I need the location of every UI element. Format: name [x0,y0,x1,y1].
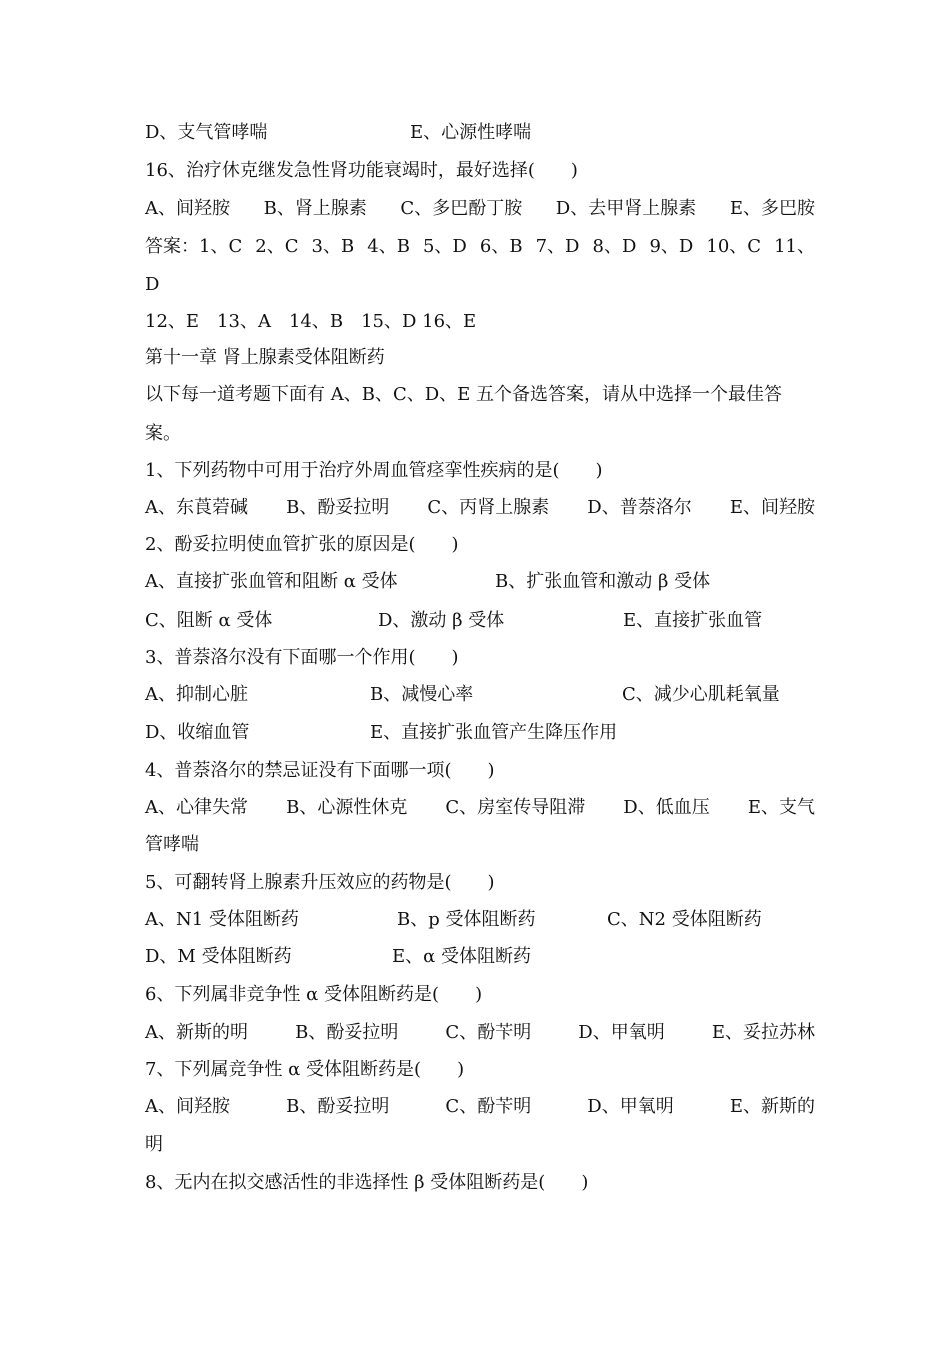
option-e-continued: 管哮喘 [145,834,199,855]
question-4 [145,756,815,786]
options-16 [145,194,815,224]
question-7 [145,1055,815,1085]
instructions-wrap [145,419,815,449]
option-b: B、肾上腺素 [263,198,367,219]
option-c: C、N2 受体阻断药 [607,909,762,930]
option-b: B、酚妥拉明 [295,1022,399,1043]
chapter-title [145,343,815,373]
options-5-row-2 [145,942,815,972]
instructions-text: 以下每一道考题下面有 A、B、C、D、E 五个备选答案，请从中选择一个最佳答 [145,384,783,405]
answer-item: 2、C [255,236,299,257]
option-e-continued: 明 [145,1134,163,1155]
option-d: D、收缩血管 [145,722,250,743]
option-a: A、间羟胺 [145,198,230,219]
option-d: D、M 受体阻断药 [145,946,292,967]
option-e: E、支气 [747,797,815,818]
options-4-wrap [145,830,815,860]
answer-item: 6、B [479,236,523,257]
answer-item: 答案：1、C [145,236,243,257]
options-3-row-2 [145,718,815,748]
option-e: E、新斯的 [729,1096,815,1117]
options-4 [145,793,815,823]
instructions-text: 案。 [145,423,181,444]
answer-item: 4、B [367,236,410,257]
option-c: C、酚苄明 [445,1096,532,1117]
option-a: A、新斯的明 [145,1022,248,1043]
question-text: 8、无内在拟交感活性的非选择性 β 受体阻断药是( ) [145,1172,589,1193]
question-text: 3、普萘洛尔没有下面哪一个作用( ) [145,647,459,668]
option-e: E、心源性哮喘 [410,122,532,143]
answer-items: 12、E 13、A 14、B 15、D 16、E [145,311,477,332]
question-text: 2、酚妥拉明使血管扩张的原因是( ) [145,534,459,555]
options-5-row-1 [145,905,815,935]
question-text: 1、下列药物中可用于治疗外周血管痉挛性疾病的是( ) [145,460,603,481]
option-a: A、间羟胺 [145,1096,230,1117]
question-3 [145,643,815,673]
option-e: E、间羟胺 [729,497,815,518]
option-d: D、甲氧明 [587,1096,674,1117]
option-a: A、抑制心脏 [145,684,248,705]
question-2 [145,530,815,560]
question-1 [145,456,815,486]
option-a: A、东莨菪碱 [145,497,248,518]
question-text: 5、可翻转肾上腺素升压效应的药物是( ) [145,872,495,893]
answer-key-wrap [145,270,815,300]
instructions [145,380,815,410]
option-b: B、p 受体阻断药 [397,909,536,930]
option-d: D、支气管哮喘 [145,122,268,143]
option-e: E、α 受体阻断药 [392,946,532,967]
option-b: B、酚妥拉明 [286,1096,390,1117]
answer-item: 9、D [649,236,694,257]
option-b: B、心源性休克 [286,797,408,818]
question-text: 6、下列属非竞争性 α 受体阻断药是( ) [145,984,483,1005]
answer-item: 5、D [422,236,467,257]
option-c: C、阻断 α 受体 [145,610,273,631]
option-a: A、直接扩张血管和阻断 α 受体 [145,571,398,592]
answer-key-line-2 [145,307,815,337]
answer-item: 3、B [311,236,355,257]
option-c: C、房室传导阻滞 [445,797,586,818]
options-2-row-1 [145,567,815,597]
option-c: C、减少心肌耗氧量 [622,684,780,705]
answer-item: D [145,274,160,295]
question-text: 7、下列属竞争性 α 受体阻断药是( ) [145,1059,465,1080]
options-6 [145,1018,815,1048]
option-d: D、激动 β 受体 [378,610,505,631]
option-a: A、心律失常 [145,797,248,818]
option-b: B、酚妥拉明 [286,497,390,518]
option-e: E、多巴胺 [729,198,815,219]
question-5 [145,868,815,898]
option-b: B、减慢心率 [370,684,474,705]
answer-key-line [145,232,815,262]
question-text: 16、治疗休克继发急性肾功能衰竭时，最好选择( ) [145,160,578,181]
options-1 [145,493,815,523]
option-d: D、普萘洛尔 [587,497,692,518]
option-b: B、扩张血管和激动 β 受体 [495,571,711,592]
answer-item: 11、 [774,236,815,257]
option-e: E、妥拉苏林 [711,1022,815,1043]
options-2-row-2 [145,606,815,636]
answer-item: 10、C [706,236,762,257]
answer-item: 7、D [535,236,580,257]
answer-item: 8、D [592,236,637,257]
question-text: 4、普萘洛尔的禁忌证没有下面哪一项( ) [145,760,495,781]
option-c: C、丙肾上腺素 [427,497,550,518]
option-c: C、酚苄明 [445,1022,532,1043]
option-a: A、N1 受体阻断药 [145,909,299,930]
text-line [145,118,815,148]
option-e: E、直接扩张血管产生降压作用 [370,722,618,743]
option-d: D、甲氧明 [578,1022,665,1043]
question-16 [145,156,815,186]
options-7 [145,1092,815,1122]
option-e: E、直接扩张血管 [623,610,763,631]
option-d: D、低血压 [623,797,710,818]
option-c: C、多巴酚丁胺 [400,198,523,219]
options-7-wrap [145,1130,815,1160]
chapter-heading: 第十一章 肾上腺素受体阻断药 [145,347,385,368]
question-8 [145,1168,815,1198]
option-d: D、去甲肾上腺素 [555,198,697,219]
question-6 [145,980,815,1010]
options-3-row-1 [145,680,815,710]
